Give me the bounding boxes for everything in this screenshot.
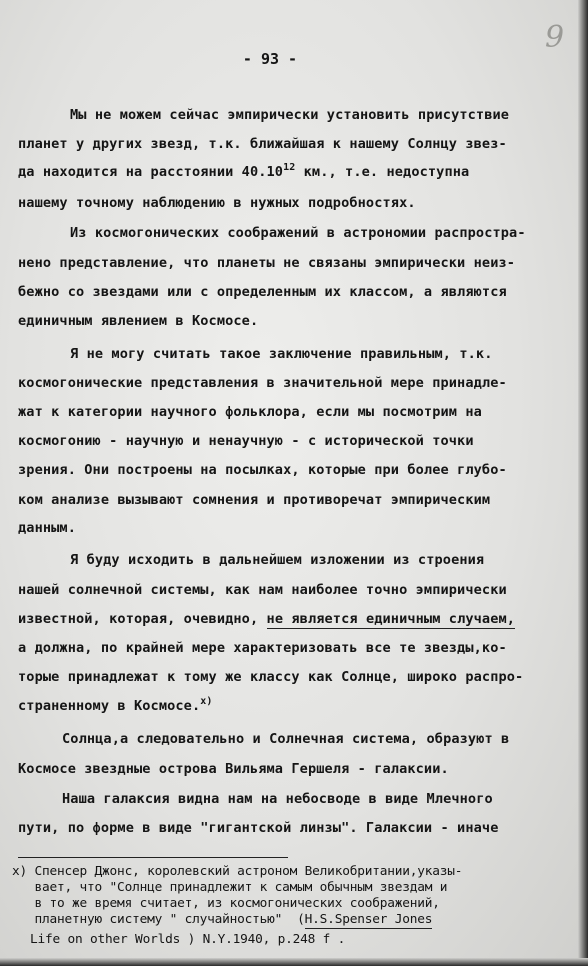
text-line: космогонию - научную и ненаучную - с исторической точки [18, 433, 474, 449]
scan-edge [0, 958, 588, 966]
text-line: Солнца,а следовательно и Солнечная система, образуют в [62, 731, 510, 747]
text-line: пути, по форме в виде "гигантской линзы". Галаксии - иначе [18, 820, 499, 836]
text-line: Мы не можем сейчас эмпирически установить присутствие [70, 107, 510, 123]
text-segment: км., т.е. недоступна [295, 164, 470, 180]
footnote-line: x) Спенсер Джонс, королевский астроном Великобритании,указы- [12, 864, 463, 879]
text-line: нено представление, что планеты не связаны эмпирически неиз- [18, 255, 516, 271]
text-line: а должна, по крайней мере характеризовать все те звезды,ко- [18, 640, 507, 656]
text-line: жат к категории научного фольклора, если мы посмотрим на [18, 404, 482, 420]
handwritten-page-mark: 9 [545, 20, 565, 55]
footnote-marker: x) [200, 696, 213, 707]
underlined-phrase: не является единичным случаем, [266, 611, 516, 627]
footnote-line: в то же время считает, из космогонических соображений, [12, 896, 440, 911]
text-line: нашей солнечной системы, как нам наиболее точно эмпирически [18, 582, 507, 598]
text-line: данным. [18, 520, 76, 536]
footnote-line [12, 912, 432, 927]
text-line: бежно со звездами или с определенным их классом, а являются [18, 284, 507, 300]
footnote-divider [18, 857, 288, 858]
exponent: 12 [283, 162, 296, 173]
text-line: Я буду исходить в дальнейшем изложении из строения [70, 552, 485, 568]
text-line: единичным явлением в Космосе. [18, 313, 259, 329]
text-line: торые принадлежат к тому же классу как Солнце, широко распро- [18, 669, 524, 685]
text-line: зрения. Они построены на посылках, которые при более глубо- [18, 462, 507, 478]
text-segment: страненному в Космосе. [18, 698, 201, 714]
page-number: - 93 - [242, 50, 298, 68]
citation-author: H.S.Spenser Jones [304, 912, 433, 927]
text-line: планет у других звезд, т.к. ближайшая к нашему Солнцу звез- [18, 136, 507, 152]
text-line: Из космогонических соображений в астрономии распростра- [70, 225, 526, 241]
text-line: ком анализе вызывают сомнения и противоречат эмпирическим [18, 492, 491, 508]
footnote-line: Life on other Worlds ) N.Y.1940, p.248 f . [30, 932, 346, 947]
text-segment: да находится на расстоянии 40.10 [18, 164, 284, 180]
footnote-segment: планетную систему " случайностью" ( [12, 912, 305, 927]
text-line [18, 698, 213, 714]
text-line: космогонические представления в значительной мере принадле- [18, 375, 507, 391]
scan-edge [578, 0, 588, 966]
text-line [18, 164, 469, 180]
footnote-line: вает, что "Солнце принадлежит к самым обычным звездам и [12, 880, 448, 895]
text-segment: известной, которая, очевидно, [18, 611, 267, 627]
text-line: Наша галаксия видна нам на небосводе в виде Млечного [62, 791, 493, 807]
text-line: Я не могу считать такое заключение правильным, т.к. [70, 346, 493, 362]
text-line [18, 611, 515, 627]
text-line: Космосе звездные острова Вильяма Гершеля - галаксии. [18, 761, 449, 777]
text-line: нашему точному наблюдению в нужных подробностях. [18, 195, 416, 211]
